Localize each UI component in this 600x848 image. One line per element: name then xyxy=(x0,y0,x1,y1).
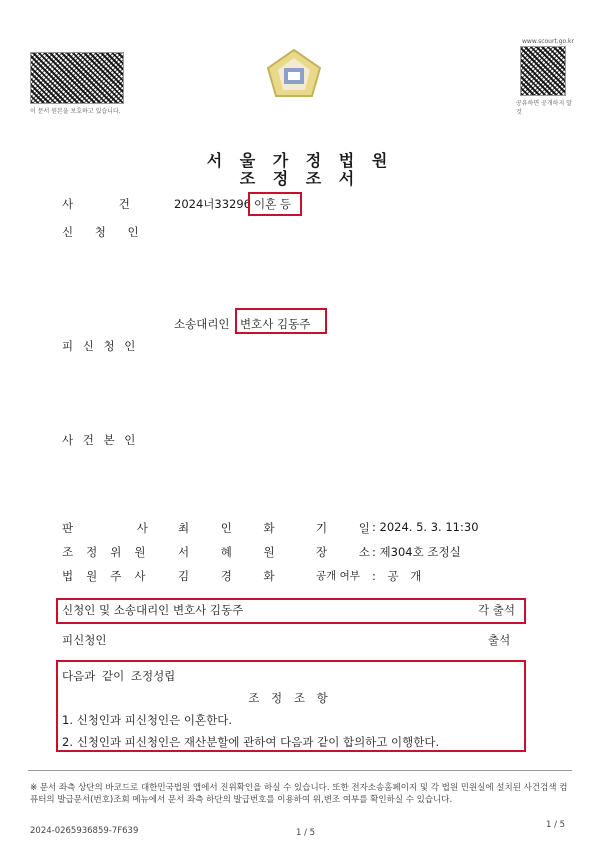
official-role-mediator: 조정위원 xyxy=(62,545,159,559)
issue-number: 2024-0265936859-7F639 xyxy=(30,826,139,836)
mediation-clause-1: 1. 신청인과 피신청인은 이혼한다. xyxy=(62,713,233,727)
page-number-right: 1 / 5 xyxy=(546,820,566,830)
place-value: : 제304호 조정실 xyxy=(372,545,461,559)
attendance-status-applicant: 각 출석 xyxy=(478,603,515,617)
agent-name: 변호사 김동주 xyxy=(240,317,311,331)
mediation-clause-2: 2. 신청인과 피신청인은 재산분할에 관하여 다음과 같이 합의하고 이행한다. xyxy=(62,735,440,749)
applicant-label: 신 청 인 xyxy=(62,225,148,239)
public-value: : 공 개 xyxy=(372,569,422,583)
right-qr-code xyxy=(520,46,566,96)
date-value: : 2024. 5. 3. 11:30 xyxy=(372,520,479,534)
mediation-heading: 조 정 조 항 xyxy=(248,691,332,705)
attendance-party-applicant: 신청인 및 소송대리인 변호사 김동주 xyxy=(62,603,244,617)
public-label: 공개 여부 xyxy=(316,570,360,582)
left-barcode xyxy=(30,52,124,104)
footer-divider xyxy=(28,770,572,771)
case-label: 사 건 xyxy=(62,197,151,211)
case-type: 이혼 등 xyxy=(254,197,291,211)
place-label: 장 소 xyxy=(316,545,384,559)
official-name-clerk: 김 경 화 xyxy=(178,569,289,583)
respondent-label: 피 신 청 인 xyxy=(62,339,139,353)
court-emblem-icon xyxy=(262,46,326,102)
footer-notice: ※ 문서 좌측 상단의 바코드로 대한민국법원 앱에서 진위확인을 하실 수 있습니다. 또한 전자소송홈페이지 및 각 법원 민원실에 설치된 사건검색 컴퓨터의 발급문서(번호)조회 메뉴에서 문서 좌측 하단의 발급번호를 이용하여 위,변조 여부를 확인하실 수 있습니다. xyxy=(30,783,568,805)
right-url: www.scourt.go.kr xyxy=(522,38,574,45)
left-barcode-caption: 이 문서 원본을 보호하고 있습니다. xyxy=(30,108,121,115)
court-name: 서 울 가 정 법 원 xyxy=(206,151,394,170)
case-number: 2024너33296 xyxy=(174,197,251,211)
date-label: 기 일 xyxy=(316,521,384,535)
case-type-highlight xyxy=(248,192,302,216)
official-role-judge: 판 사 xyxy=(62,521,178,535)
agent-name-highlight xyxy=(235,308,327,334)
document-title: 조 정 조 서 xyxy=(239,169,361,188)
right-qr-caption: 공유하면 공개하지 말 것 xyxy=(516,100,572,116)
agent-label: 소송대리인 xyxy=(174,317,230,331)
principal-label: 사 건 본 인 xyxy=(62,433,139,447)
attendance-status-respondent: 출석 xyxy=(488,633,511,647)
official-name-judge: 최 인 화 xyxy=(178,521,289,535)
attendance-party-respondent: 피신청인 xyxy=(62,633,107,647)
mediation-intro: 다음과 같이 조정성립 xyxy=(62,669,176,683)
page-number-center: 1 / 5 xyxy=(296,828,316,838)
official-name-mediator: 서 혜 원 xyxy=(178,545,289,559)
official-role-clerk: 법원주사 xyxy=(62,569,159,583)
